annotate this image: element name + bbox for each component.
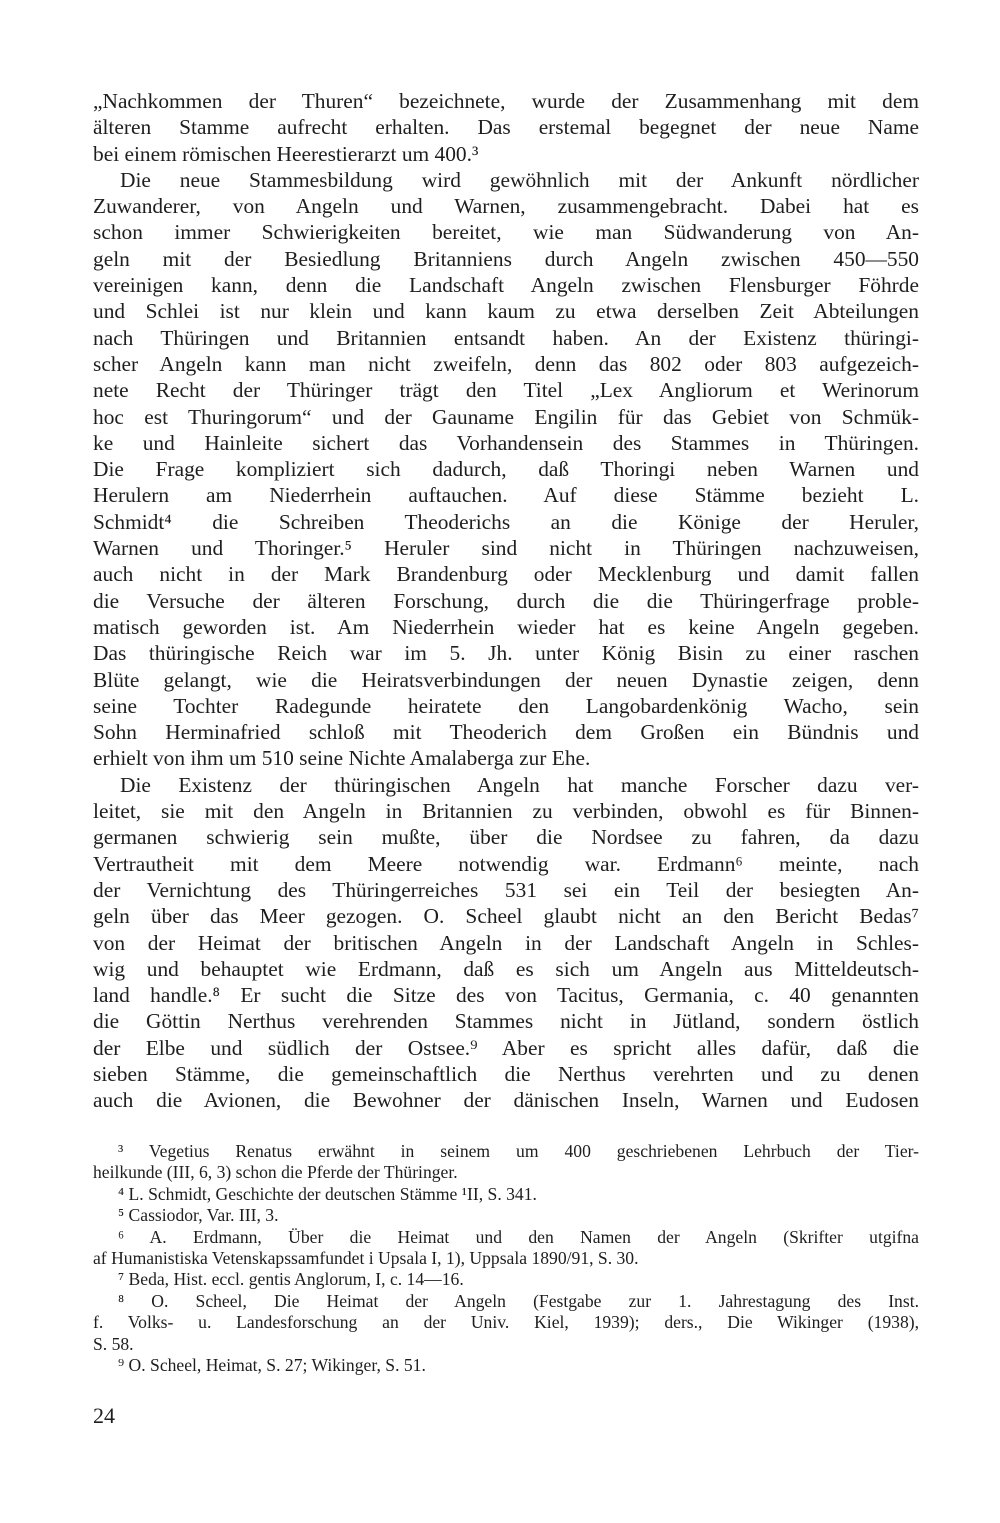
footnote-line: ⁷ Beda, Hist. eccl. gentis Anglorum, I, c. 14—16. [118, 1269, 464, 1290]
footnote-line: ⁶ A. Erdmann, Über die Heimat und den Namen der Angeln (Skrifter utgifna [118, 1226, 919, 1247]
body-line: leitet, sie mit den Angeln in Britannien zu verbinden, obwohl es für Binnen- [93, 799, 919, 824]
body-line: Vertrautheit mit dem Meere notwendig war. Erdmann⁶ meinte, nach [93, 851, 919, 876]
body-line: geln mit der Besiedlung Britanniens durch Angeln zwischen 450—550 [93, 246, 919, 271]
body-line: geln über das Meer gezogen. O. Scheel glaubt nicht an den Bericht Bedas⁷ [93, 904, 919, 929]
body-line: vereinigen kann, denn die Landschaft Angeln zwischen Flensburger Föhrde [93, 273, 919, 298]
body-line: scher Angeln kann man nicht zweifeln, denn das 802 oder 803 aufgezeich- [93, 351, 919, 376]
footnote-line: heilkunde (III, 6, 3) schon die Pferde der Thüringer. [93, 1162, 458, 1183]
body-line: hoc est Thuringorum“ und der Gauname Engilin für das Gebiet von Schmük- [93, 404, 919, 429]
body-line: Warnen und Thoringer.⁵ Heruler sind nicht in Thüringen nachzuweisen, [93, 536, 919, 561]
body-line: germanen schwierig sein mußte, über die Nordsee zu fahren, da dazu [93, 825, 919, 850]
body-line: nach Thüringen und Britannien entsandt haben. An der Existenz thüringi- [93, 325, 919, 350]
body-line: die Göttin Nerthus verehrenden Stammes nicht in Jütland, sondern östlich [93, 1009, 919, 1034]
body-line: von der Heimat der britischen Angeln in der Landschaft Angeln in Schles- [93, 930, 919, 955]
body-line: Sohn Herminafried schloß mit Theoderich dem Großen ein Bündnis und [93, 720, 919, 745]
body-line: Die Existenz der thüringischen Angeln hat manche Forscher dazu ver- [120, 772, 919, 797]
footnotes [93, 1141, 919, 1376]
page-number: 24 [93, 1403, 115, 1428]
body-line: Blüte gelangt, wie die Heiratsverbindungen der neuen Dynastie zeigen, denn [93, 667, 919, 692]
body-line: Das thüringische Reich war im 5. Jh. unter König Bisin zu einer raschen [93, 641, 919, 666]
body-line: „Nachkommen der Thuren“ bezeichnete, wurde der Zusammenhang mit dem [93, 89, 919, 113]
body-line: ke und Hainleite sichert das Vorhandensein des Stammes in Thüringen. [93, 430, 919, 455]
body-line: nete Recht der Thüringer trägt den Titel „Lex Angliorum et Werinorum [93, 378, 919, 403]
body-line: seine Tochter Radegunde heiratete den Langobardenkönig Wacho, sein [93, 693, 919, 718]
body-line: Die neue Stammesbildung wird gewöhnlich mit der Ankunft nördlicher [120, 167, 919, 192]
body-line: der Vernichtung des Thüringerreiches 531 sei ein Teil der besiegten An- [93, 877, 919, 902]
body-line: sieben Stämme, die gemeinschaftlich die Nerthus verehrten und zu denen [93, 1061, 919, 1086]
footnote-line: f. Volks- u. Landesforschung an der Univ. Kiel, 1939); ders., Die Wikinger (1938), [93, 1312, 919, 1333]
body-line: Die Frage kompliziert sich dadurch, daß Thoringi neben Warnen und [93, 457, 919, 482]
footnote-line: S. 58. [93, 1333, 134, 1354]
footnote-line: ³ Vegetius Renatus erwähnt in seinem um 400 geschriebenen Lehrbuch der Tier- [118, 1141, 919, 1161]
footnote-line: af Humanistiska Vetenskapssamfundet i Upsala I, 1), Uppsala 1890/91, S. 30. [93, 1247, 639, 1268]
footnote-line: ⁸ O. Scheel, Die Heimat der Angeln (Festgabe zur 1. Jahrestagung des Inst. [118, 1290, 919, 1311]
body-line: matisch geworden ist. Am Niederrhein wieder hat es keine Angeln gegeben. [93, 614, 919, 639]
body-line: land handle.⁸ Er sucht die Sitze des von Tacitus, Germania, c. 40 genannten [93, 983, 919, 1008]
body-line: Zuwanderer, von Angeln und Warnen, zusammengebracht. Dabei hat es [93, 194, 919, 219]
footnote-line: ⁴ L. Schmidt, Geschichte der deutschen Stämme ¹II, S. 341. [118, 1183, 537, 1204]
body-line: und Schlei ist nur klein und kann kaum zu etwa derselben Zeit Abteilungen [93, 299, 919, 324]
body-line: Schmidt⁴ die Schreiben Theoderichs an die Könige der Heruler, [93, 509, 919, 534]
body-line: auch die Avionen, die Bewohner der dänischen Inseln, Warnen und Eudosen [93, 1088, 919, 1113]
body-line: älteren Stamme aufrecht erhalten. Das erstemal begegnet der neue Name [93, 115, 919, 140]
body-line: die Versuche der älteren Forschung, durch die die Thüringerfrage proble- [93, 588, 919, 613]
body-line: schon immer Schwierigkeiten bereitet, wie man Südwanderung von An- [93, 220, 919, 245]
body-line: der Elbe und südlich der Ostsee.⁹ Aber es spricht alles dafür, daß die [93, 1035, 919, 1060]
body-line: bei einem römischen Heerestierarzt um 400.³ [93, 141, 479, 166]
body-line: wig und behauptet wie Erdmann, daß es sich um Angeln aus Mitteldeutsch- [93, 956, 919, 981]
body-line: auch nicht in der Mark Brandenburg oder Mecklenburg und damit fallen [93, 562, 919, 587]
footnote-line: ⁵ Cassiodor, Var. III, 3. [118, 1205, 279, 1226]
body-line: erhielt von ihm um 510 seine Nichte Amalaberga zur Ehe. [93, 746, 591, 771]
footnote-line: ⁹ O. Scheel, Heimat, S. 27; Wikinger, S. 51. [118, 1354, 426, 1375]
body-line: Herulern am Niederrhein auftauchen. Auf diese Stämme bezieht L. [93, 483, 919, 508]
body-text [93, 88, 919, 1114]
